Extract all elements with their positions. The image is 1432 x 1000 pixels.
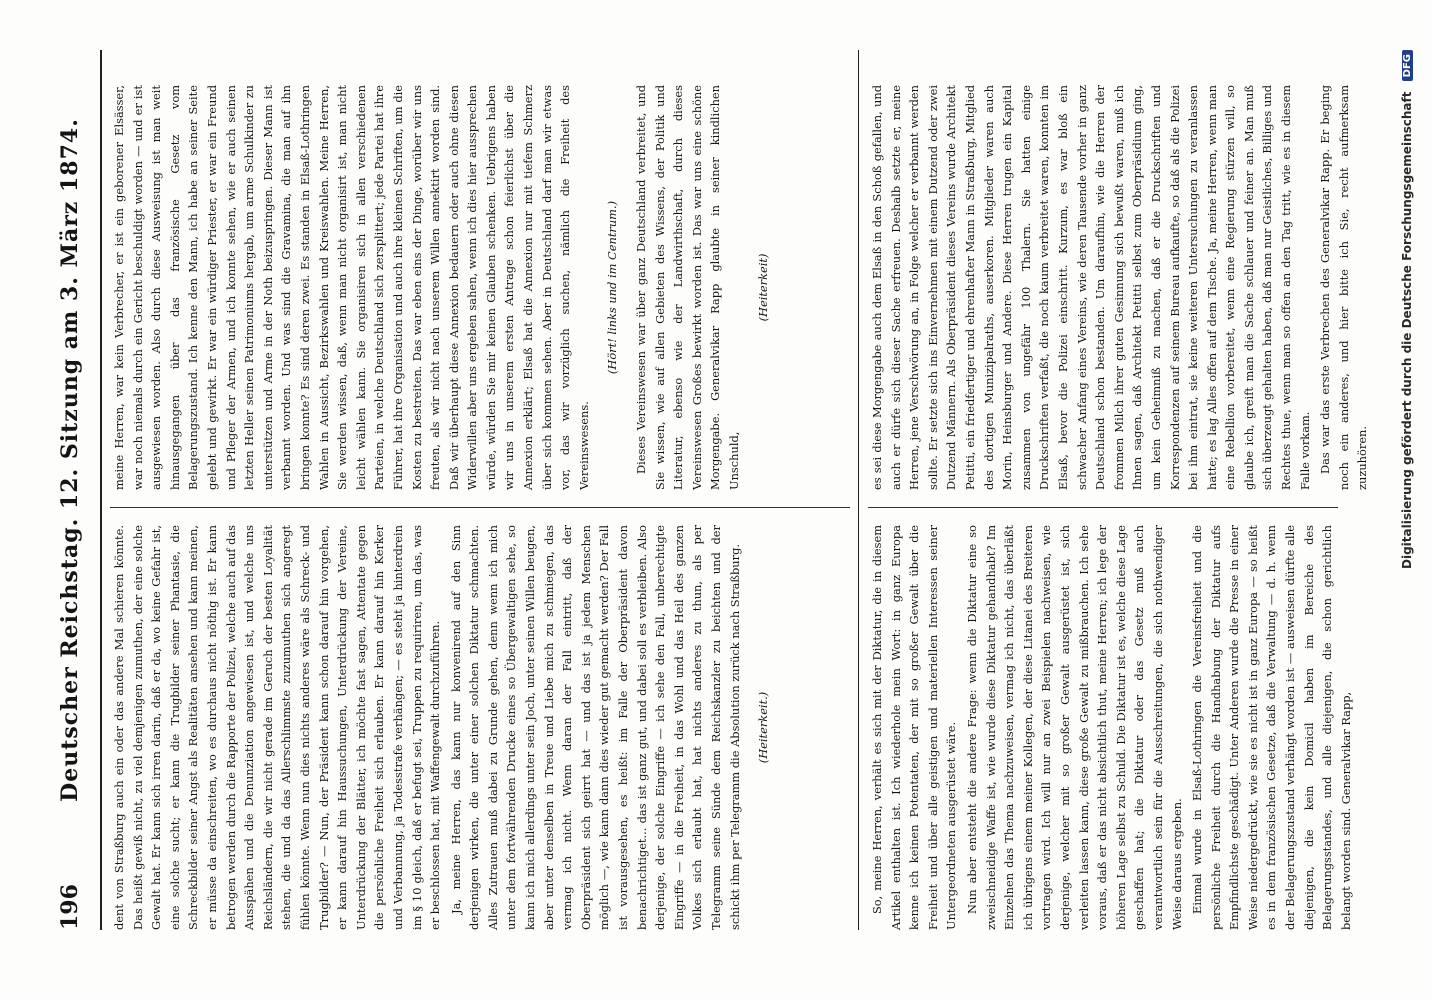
paragraph: dent von Straßburg auch ein oder das andere Mal schieren könnte. Das heißt gewiß nicht, zu viel demjenigen zumuthen, der eine solche Gewalt hat. Er kann sich irren darin, daß er da, wo keine Gefahr ist, eine solche sucht; er kann die Trugbilder seiner Phantasie, die Schreckbilder seiner Angst als Realitäten ansehen und kann meinen, er müsse da einschreiten, wo es durchaus nicht nöthig ist. Er kann betrogen werden durch die Rapporte der Polizei, welche auch auf das Ausspähen und die Denunziation angewiesen ist, und welche uns Reichsländern, die wir nicht gerade im Geruch der besten Loyalität stehen, die und da das Allerschlimmste zuzumuthen sich angeregt fühlen könnte. Wenn nun dies nichts anderes wäre als Schreck- und Trugbilder? — Nun, der Präsident kann schon darauf hin vorgehen, er kann darauf hin Haussuchungen, Unterdrückung der Vereine, Unterdrückung der Blätter, ich möchte fast sagen, Attentate gegen die persönliche Freiheit sich erlauben. Er kann darauf hin Kerker und Verbannung, ja Todesstrafe verhängen; — es steht ja hinterdrein im § 10 gleich, daß er befugt sei, Truppen zu requiriren, um das, was er beschlossen hat, mit Waffengewalt durchzuführen.	[112, 525, 443, 930]
paragraph: Einmal wurde in Elsaß-Lothringen die Vereinsfreiheit und die persönliche Freiheit durch die Handhabung der Diktatur aufs Empfindlichste geschädigt. Unter Anderen wurde die Presse in einer Weise niedergedrückt, wie sie es nicht ist in ganz Europa — so heißt es in dem französischen Gesetze, daß die Verwaltung — d. h. wenn der Belagerungszustand verhängt worden ist — ausweisen dürfte alle diejenigen, die kein Domicil haben im Bereiche des Belagerungsstandes, und alle diejenigen, die schon gerichtlich belangt worden sind. Generalvikar Rapp,	[1190, 525, 1353, 930]
paragraph: Das war das erste Verbrechen des Generalvikar Rapp. Er beging noch ein anderes, und hier bitte ich Sie, recht aufmerksam zuzuhören.	[1318, 85, 1370, 490]
running-head: Deutscher Reichstag. 12. Sitzung am 3. März 1874.	[57, 118, 83, 802]
header-rule	[100, 50, 102, 930]
interjection-laughter: (Heiterkeit.)	[756, 691, 771, 764]
dfg-logo: DFG	[1402, 50, 1413, 81]
paragraph: So, meine Herren, verhält es sich mit der Diktatur, die in diesem Artikel enthalten ist. Ich wiederhole mein Wort: in ganz Europa kenne ich keinen Potentaten, der mit so großer Gewalt über die Freiheit und über alle geistigen und materiellen Interessen seiner Untergeordneten ausgerüstet wäre.	[870, 525, 959, 930]
interjection-hear-hear: (Hört! links und im Centrum.)	[605, 200, 620, 375]
paragraph: Ja, meine Herren, das kann nur konvenirend auf den Sinn derjenigen wirken, die unter einer solchen Diktatur schmachten. Alles Zutrauen muß dabei zu Grunde gehen, denn wenn ich mich unter dem fortwährenden Drucke eines so Übergewaltigen sehe, so kann ich mich allerdings unter sein Joch, unter seinen Willen beugen, aber unter denselben in Treue und Liebe mich zu schmiegen, das vermag ich nicht. Wenn daran der Fall eintritt, daß der Oberpräsident sich geirrt hat — und das ist ja jedem Menschen möglich —, wie kann dann dies wieder gut gemacht werden? Der Fall ist vorausgesehen, es heißt: im Falle der Oberpräsident davon benachrichtiget... das ist ganz gut, und dabei soll es verbleiben. Also derjenige, der solche Eingriffe — ich sehe den Fall, unberechtigte Eingriffe — in die Freiheit, in das Wohl und das Heil des ganzen Volkes sich erlaubt hat, hat nichts anderes zu thun, als per Telegramm seine Sünde dem Reichskanzler zu beichten und der schickt ihm per Telegramm die Absolution zurück nach Straßburg.	[448, 525, 742, 930]
paragraph: meine Herren, war kein Verbrecher, er ist ein geborener Elsässer, war noch niemals durch ein Gericht beschuldigt worden — und er ist ausgewiesen worden. Also durch diese Ausweisung ist man weit hinausgegangen über das französische Gesetz vom Belagerungszustand. Ich kenne den Mann, ich habe an seiner Seite gelebt und gewirkt. Er war ein würdiger Priester, er war ein Freund und Pfleger der Armen, und ich konnte sehen, wie er auch seinen letzten Heller seinen Patrimoniums hergab, um arme Schulkinder zu unterstützen und Arme in der Noth beizuspringen. Dieser Mann ist verbannt worden. Und was sind die Gravamina, die man auf ihn bringen konnte? Es sind deren zwei. Es standen in Elsaß-Lothringen Wahlen in Aussicht, Bezirkswahlen und Kreiswahlen. Meine Herren, Sie werden wissen, daß, wenn man nicht organisirt ist, man nicht leicht wählen kann. Sie organisiren sich in allen verschiedenen Parteien, in welche Deutschland sich zersplittert; jede Partei hat ihre Führer, hat ihre Organisation und auch ihre kleinen Schriften, um die Kosten zu bestreiten. Das war eben eins der Dinge, worüber wir uns freuten, als wir nicht nach unserem Willen annektirt worden sind. Daß wir überhaupt diese Annexion bedauern oder auch ohne diesen Widerwillen aber uns ergeben sahen, wenn ich dies hier aussprechen würde, würden Sie mir keinen Glauben schenken. Uebrigens haben wir uns in unserem ersten Antrage schon feierlichst über die Annexion erklärt; Elsaß hat die Annexion nur mit tiefem Schmerz über sich kommen sehen. Aber in Deutschland darf man wir etwas vor, das wir vorzüglich suchen, nämlich die Freiheit des Vereinswesens.	[112, 85, 591, 490]
page-header	[50, 50, 90, 930]
column-divider-bottom	[868, 507, 1338, 508]
page-number: 196	[57, 884, 83, 930]
column-right-bottom	[868, 85, 1370, 490]
paragraph: Nun aber entsteht die andere Frage: wenn die Diktatur eine so zweischneidige Waffe ist, wie wurde diese Diktatur gehandhabt? Im Einzelnen das Thema nachzuweisen, vermag ich nicht, das überläßt ich übrigens einem meiner Kollegen, der diese Litanei des Breiteren vortragen wird. Ich will nur an zwei Beispielen nachweisen, wie derjenige, welcher mit so großer Gewalt ausgerüstet ist, sich verleiten lassen kann, diese große Gewalt zu mißbrauchen. Ich sehe voraus, daß er das nicht absichtlich thut, meine Herren; ich lege der höheren Lage selbst zu Schuld. Die Diktatur ist es, welche diese Lage geschaffen hat; die Diktatur oder das Gesetz muß auch verantwortlich sein für die Ausschreitungen, die sich nothwendiger Weise daraus ergeben.	[964, 525, 1184, 930]
column-divider-top	[110, 507, 850, 508]
column-right-top	[110, 85, 850, 490]
paragraph: Dieses Vereinswesen war über ganz Deutschland verbreitet, und Sie wissen, wie auf allen Gebieten des Wissens, der Politik und Literatur, ebenso wie der Landwirthschaft, durch dieses Vereinswesen Großes bewirkt worden ist. Das war uns eine schöne Morgengabe. Generalvikar Rapp glaubte in seiner kindlichen Unschuld,	[634, 85, 741, 490]
column-left-bottom	[868, 525, 1353, 930]
paragraph: es sei diese Morgengabe auch dem Elsaß in den Schoß gefallen, und auch er dürfe sich dieser Sache erfreuen. Deshalb setzte er, meine Herren, jene Verschwörung an, in Folge welcher er verbannt werden sollte. Er setzte sich ins Einvernehmen mit einem Dutzend oder zwei Dutzend Männern. Als Oberpräsident dieses Vereins wurde Architekt Petitti, ein friedfertiger und ehrenhafter Mann in Straßburg, Mitglied des dortigen Munizipalraths, auserkoren. Mitglieder waren auch Morin, Heinsburger und Andere. Diese Herren trugen ein Kapital zusammen von ungefähr 100 Thalern. Sie hatten einige Druckschriften verfaßt, die noch kaum verbreitet waren, konnten im Elsaß, bevor die Polizei einschritt. Kurzum, es war bloß ein schwacher Anfang eines Vereins, wie deren Tausende vorher in ganz Deutschland schon bestanden. Um daraufhin, wie die Herren der frommen Milch ihrer guten Gesinnung sich bewußt waren, muß ich Ihnen sagen, daß Architekt Petitti selbst zum Oberpräsidium ging, um kein Geheimniß zu machen, daß er die Druckschriften und Korrespondenzen auf seinem Bureau aufkaufte, so daß als die Polizei bei ihm eintrat, sie keine weiteren Untersuchungen zu veranlassen hatte; es lag Alles offen auf dem Tische. Ja, meine Herren, wenn man eine Rebellion vorbereitet, wenn eine Regierung stürzen will, so glaube ich, greift man die Sache schlauer und feiner an. Man muß sich überzeugt gehalten haben, daß man nur Geistliches, Billiges und Rechtes thue, wenn man so offen an den Tag tritt, wie es in diesem Falle vorkam.	[870, 85, 1312, 490]
section-rule	[858, 50, 859, 930]
credit-text: Digitalisierung gefördert durch die Deutsche Forschungsgemeinschaft	[1400, 91, 1414, 569]
column-left-top	[110, 525, 850, 930]
digitization-credit	[1400, 50, 1414, 930]
interjection-laughter: (Heiterkeit)	[755, 253, 770, 322]
